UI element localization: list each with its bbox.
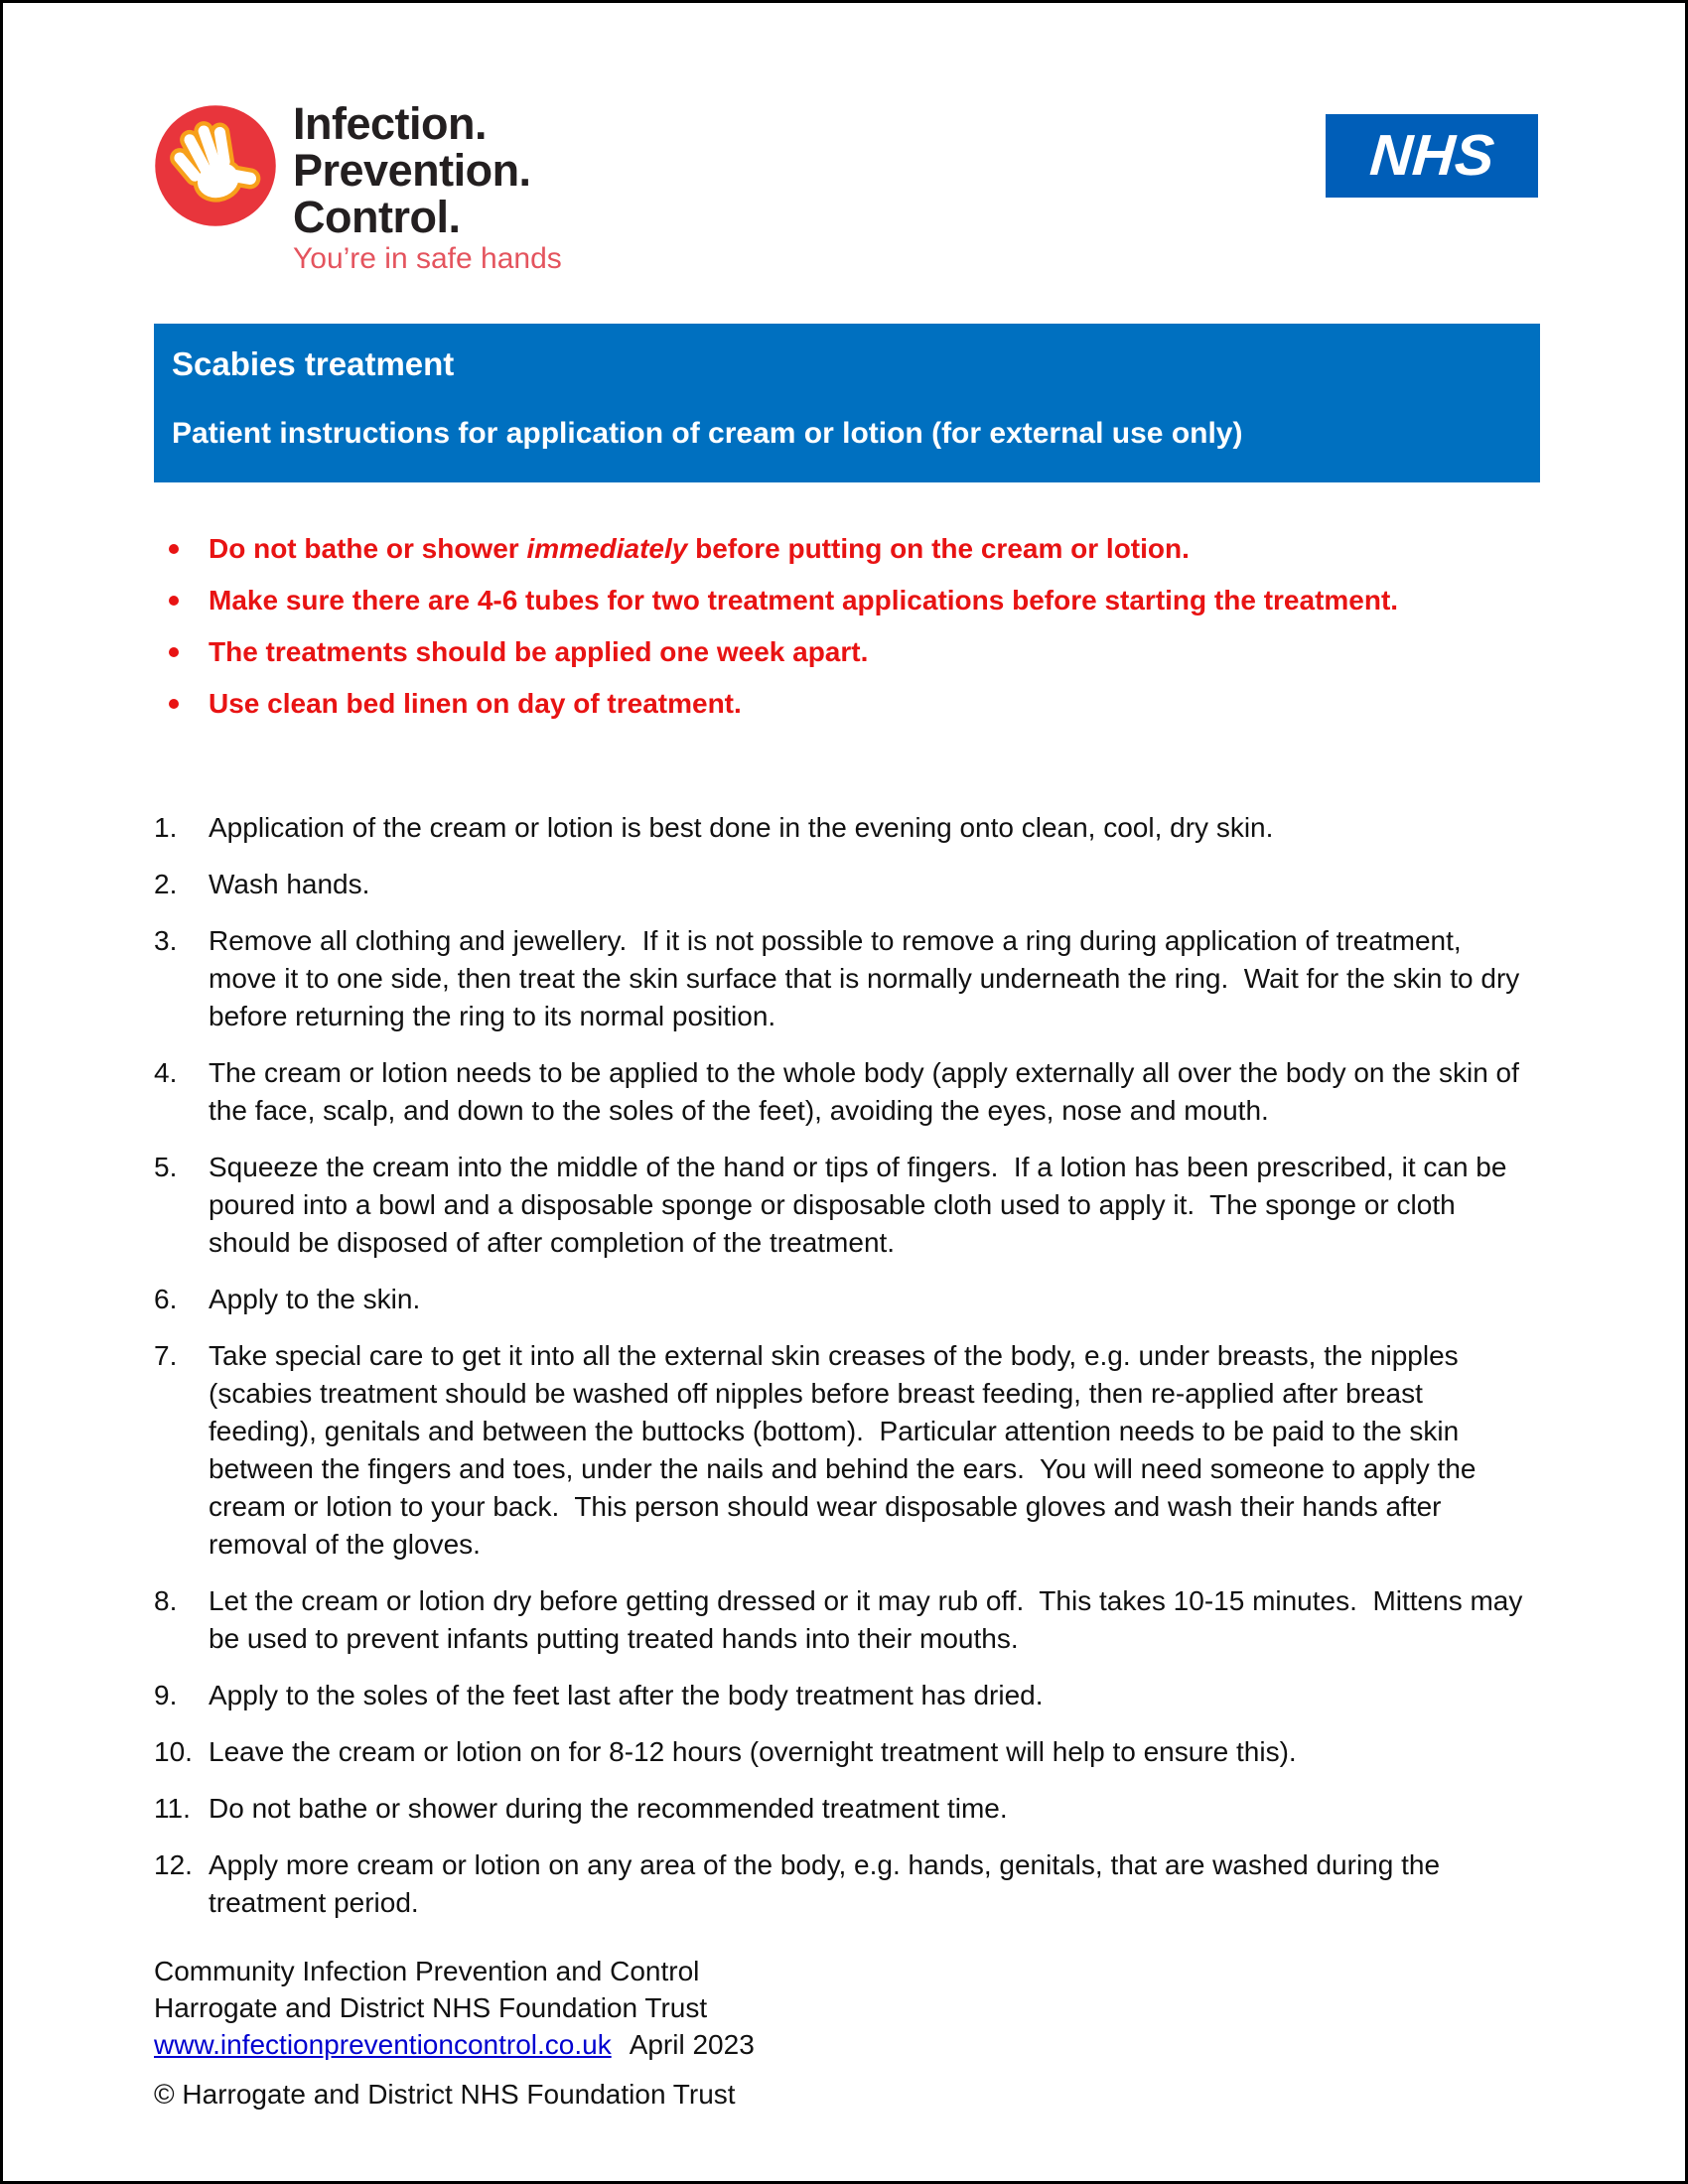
warning-text-emphasis: immediately — [526, 533, 688, 564]
list-item — [154, 1733, 1536, 1771]
list-item — [154, 1677, 1536, 1714]
list-item — [154, 1790, 1536, 1828]
nhs-logo — [1326, 114, 1538, 198]
step-text: Take special care to get it into all the external skin creases of the body, e.g. under breasts, the nipples (scabies treatment should be washed off nipples before breast feeding, then re-applied after breast feeding), genitals and between the buttocks (bottom). Particular attention needs to be paid to the skin between the fingers and toes, under the nails and behind the ears. You will need someone to apply the cream or lotion to your back. This person should wear disposable gloves and wash their hands after removal of the gloves. — [209, 1340, 1484, 1560]
step-text: Apply to the skin. — [209, 1284, 421, 1314]
warning-text-post: before putting on the cream or lotion. — [687, 533, 1190, 564]
warning-text: The treatments should be applied one week apart. — [209, 636, 869, 667]
footer — [154, 1953, 1536, 2113]
list-item — [154, 1337, 1536, 1564]
nhs-logo-text: NHS — [1367, 123, 1496, 188]
ipc-logo-text — [293, 100, 562, 276]
step-number: 2. — [154, 869, 178, 899]
step-text: Wash hands. — [209, 869, 370, 899]
step-text: Application of the cream or lotion is best done in the evening onto clean, cool, dry skin. — [209, 812, 1274, 843]
footer-link-line — [154, 2026, 1536, 2063]
step-number: 8. — [154, 1585, 178, 1616]
list-item — [154, 922, 1536, 1035]
page-title: Scabies treatment — [172, 345, 455, 382]
footer-org-line1: Community Infection Prevention and Control — [154, 1956, 700, 1986]
list-item — [154, 866, 1536, 903]
step-number: 5. — [154, 1152, 178, 1182]
footer-copyright: © Harrogate and District NHS Foundation Trust — [154, 2079, 736, 2110]
ipc-logo-line-1: Infection. — [293, 98, 487, 149]
warning-text: Use clean bed linen on day of treatment. — [209, 688, 742, 719]
warning-list — [154, 530, 1540, 737]
instruction-list — [154, 809, 1536, 1941]
step-text: Squeeze the cream into the middle of the hand or tips of fingers. If a lotion has been prescribed, it can be poured into a bowl and a disposable sponge or disposable cloth used to apply it. The sponge or cloth should be disposed of after completion of the treatment. — [209, 1152, 1515, 1258]
step-text: The cream or lotion needs to be applied to the whole body (apply externally all over the body on the skin of the face, scalp, and down to the soles of the feet), avoiding the eyes, nose and mouth. — [209, 1057, 1527, 1126]
step-number: 4. — [154, 1057, 178, 1088]
warning-item — [154, 582, 1540, 619]
ipc-logo — [154, 100, 562, 276]
step-number: 10. — [154, 1736, 193, 1767]
ipc-logo-line-2: Prevention. — [293, 145, 531, 196]
footer-org-line2: Harrogate and District NHS Foundation Trust — [154, 1992, 708, 2023]
ipc-hand-icon — [154, 104, 277, 227]
warning-text-pre: Do not bathe or shower — [209, 533, 527, 564]
title-bar — [154, 324, 1540, 482]
step-number: 6. — [154, 1284, 178, 1314]
step-number: 1. — [154, 812, 178, 843]
warning-text: Make sure there are 4-6 tubes for two treatment applications before starting the treatment. — [209, 585, 1399, 615]
step-text: Leave the cream or lotion on for 8-12 hours (overnight treatment will help to ensure this). — [209, 1736, 1297, 1767]
step-text: Remove all clothing and jewellery. If it is not possible to remove a ring during application of treatment, move it to one side, then treat the skin surface that is normally underneath the ring. Wait for the skin to dry before returning the ring to its normal position. — [209, 925, 1528, 1031]
step-number: 9. — [154, 1680, 178, 1710]
ipc-logo-line-3: Control. — [293, 192, 461, 242]
list-item — [154, 1582, 1536, 1658]
list-item — [154, 1281, 1536, 1318]
step-number: 7. — [154, 1340, 178, 1371]
warning-item — [154, 530, 1540, 568]
step-number: 11. — [154, 1793, 191, 1824]
step-text: Do not bathe or shower during the recommended treatment time. — [209, 1793, 1008, 1824]
step-text: Let the cream or lotion dry before getting dressed or it may rub off. This takes 10-15 minutes. Mittens may be used to prevent infants putting treated hands into their mouths. — [209, 1585, 1531, 1654]
ipc-logo-tagline: You’re in safe hands — [293, 242, 562, 275]
step-number: 12. — [154, 1849, 193, 1880]
list-item — [154, 1054, 1536, 1130]
list-item — [154, 1846, 1536, 1922]
warning-item — [154, 633, 1540, 671]
step-number: 3. — [154, 925, 178, 956]
list-item — [154, 1149, 1536, 1262]
page-subtitle: Patient instructions for application of cream or lotion (for external use only) — [172, 417, 1243, 450]
footer-date: April 2023 — [629, 2029, 755, 2060]
list-item — [154, 809, 1536, 847]
step-text: Apply to the soles of the feet last after the body treatment has dried. — [209, 1680, 1044, 1710]
step-text: Apply more cream or lotion on any area of the body, e.g. hands, genitals, that are washed during the treatment period. — [209, 1849, 1448, 1918]
website-link[interactable]: www.infectionpreventioncontrol.co.uk — [154, 2029, 612, 2060]
warning-item — [154, 685, 1540, 723]
